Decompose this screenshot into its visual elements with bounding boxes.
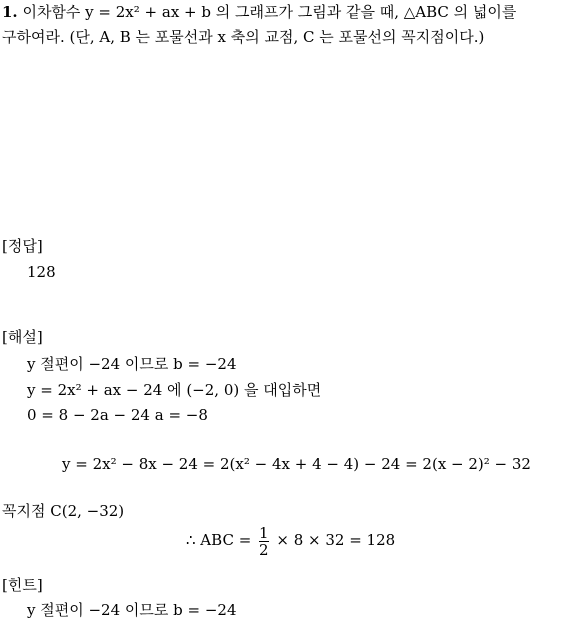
answer-value: 128 (27, 263, 56, 281)
problem-line-2 (2, 27, 484, 47)
solution-header: [해설] (2, 328, 43, 346)
problem-number: 1. (2, 3, 18, 21)
problem-text-2: 구하여라. (단, A, B 는 포물선과 x 축의 교점, C 는 포물선의 꼭지점이다.) (2, 28, 485, 46)
hint-header: [힌트] (2, 576, 43, 594)
solution-line-3: 0 = 8 − 2a − 24 a = −8 (27, 406, 208, 424)
hint-line: y 절편이 −24 이므로 b = −24 (27, 601, 237, 619)
fraction-denominator: 2 (259, 540, 269, 559)
solution-line-4: y = 2x² − 8x − 24 = 2(x² − 4x + 4 − 4) − 24 = 2(x − 2)² − 32 (62, 455, 531, 473)
solution-final (186, 522, 395, 558)
problem-text-1: 이차함수 y = 2x² + ax + b 의 그래프가 그림과 같을 때, △ABC 의 넓이를 (22, 3, 517, 21)
final-prefix: ∴ ABC = (186, 531, 252, 549)
solution-line-5: 꼭지점 C(2, −32) (2, 502, 125, 520)
final-suffix: × 8 × 32 = 128 (276, 531, 396, 549)
solution-line-1: y 절편이 −24 이므로 b = −24 (27, 355, 237, 373)
problem-line-1 (2, 2, 516, 22)
fraction-numerator: 1 (259, 523, 269, 542)
solution-line-2: y = 2x² + ax − 24 에 (−2, 0) 을 대입하면 (27, 381, 322, 399)
answer-header: [정답] (2, 237, 43, 255)
final-fraction (259, 525, 269, 558)
